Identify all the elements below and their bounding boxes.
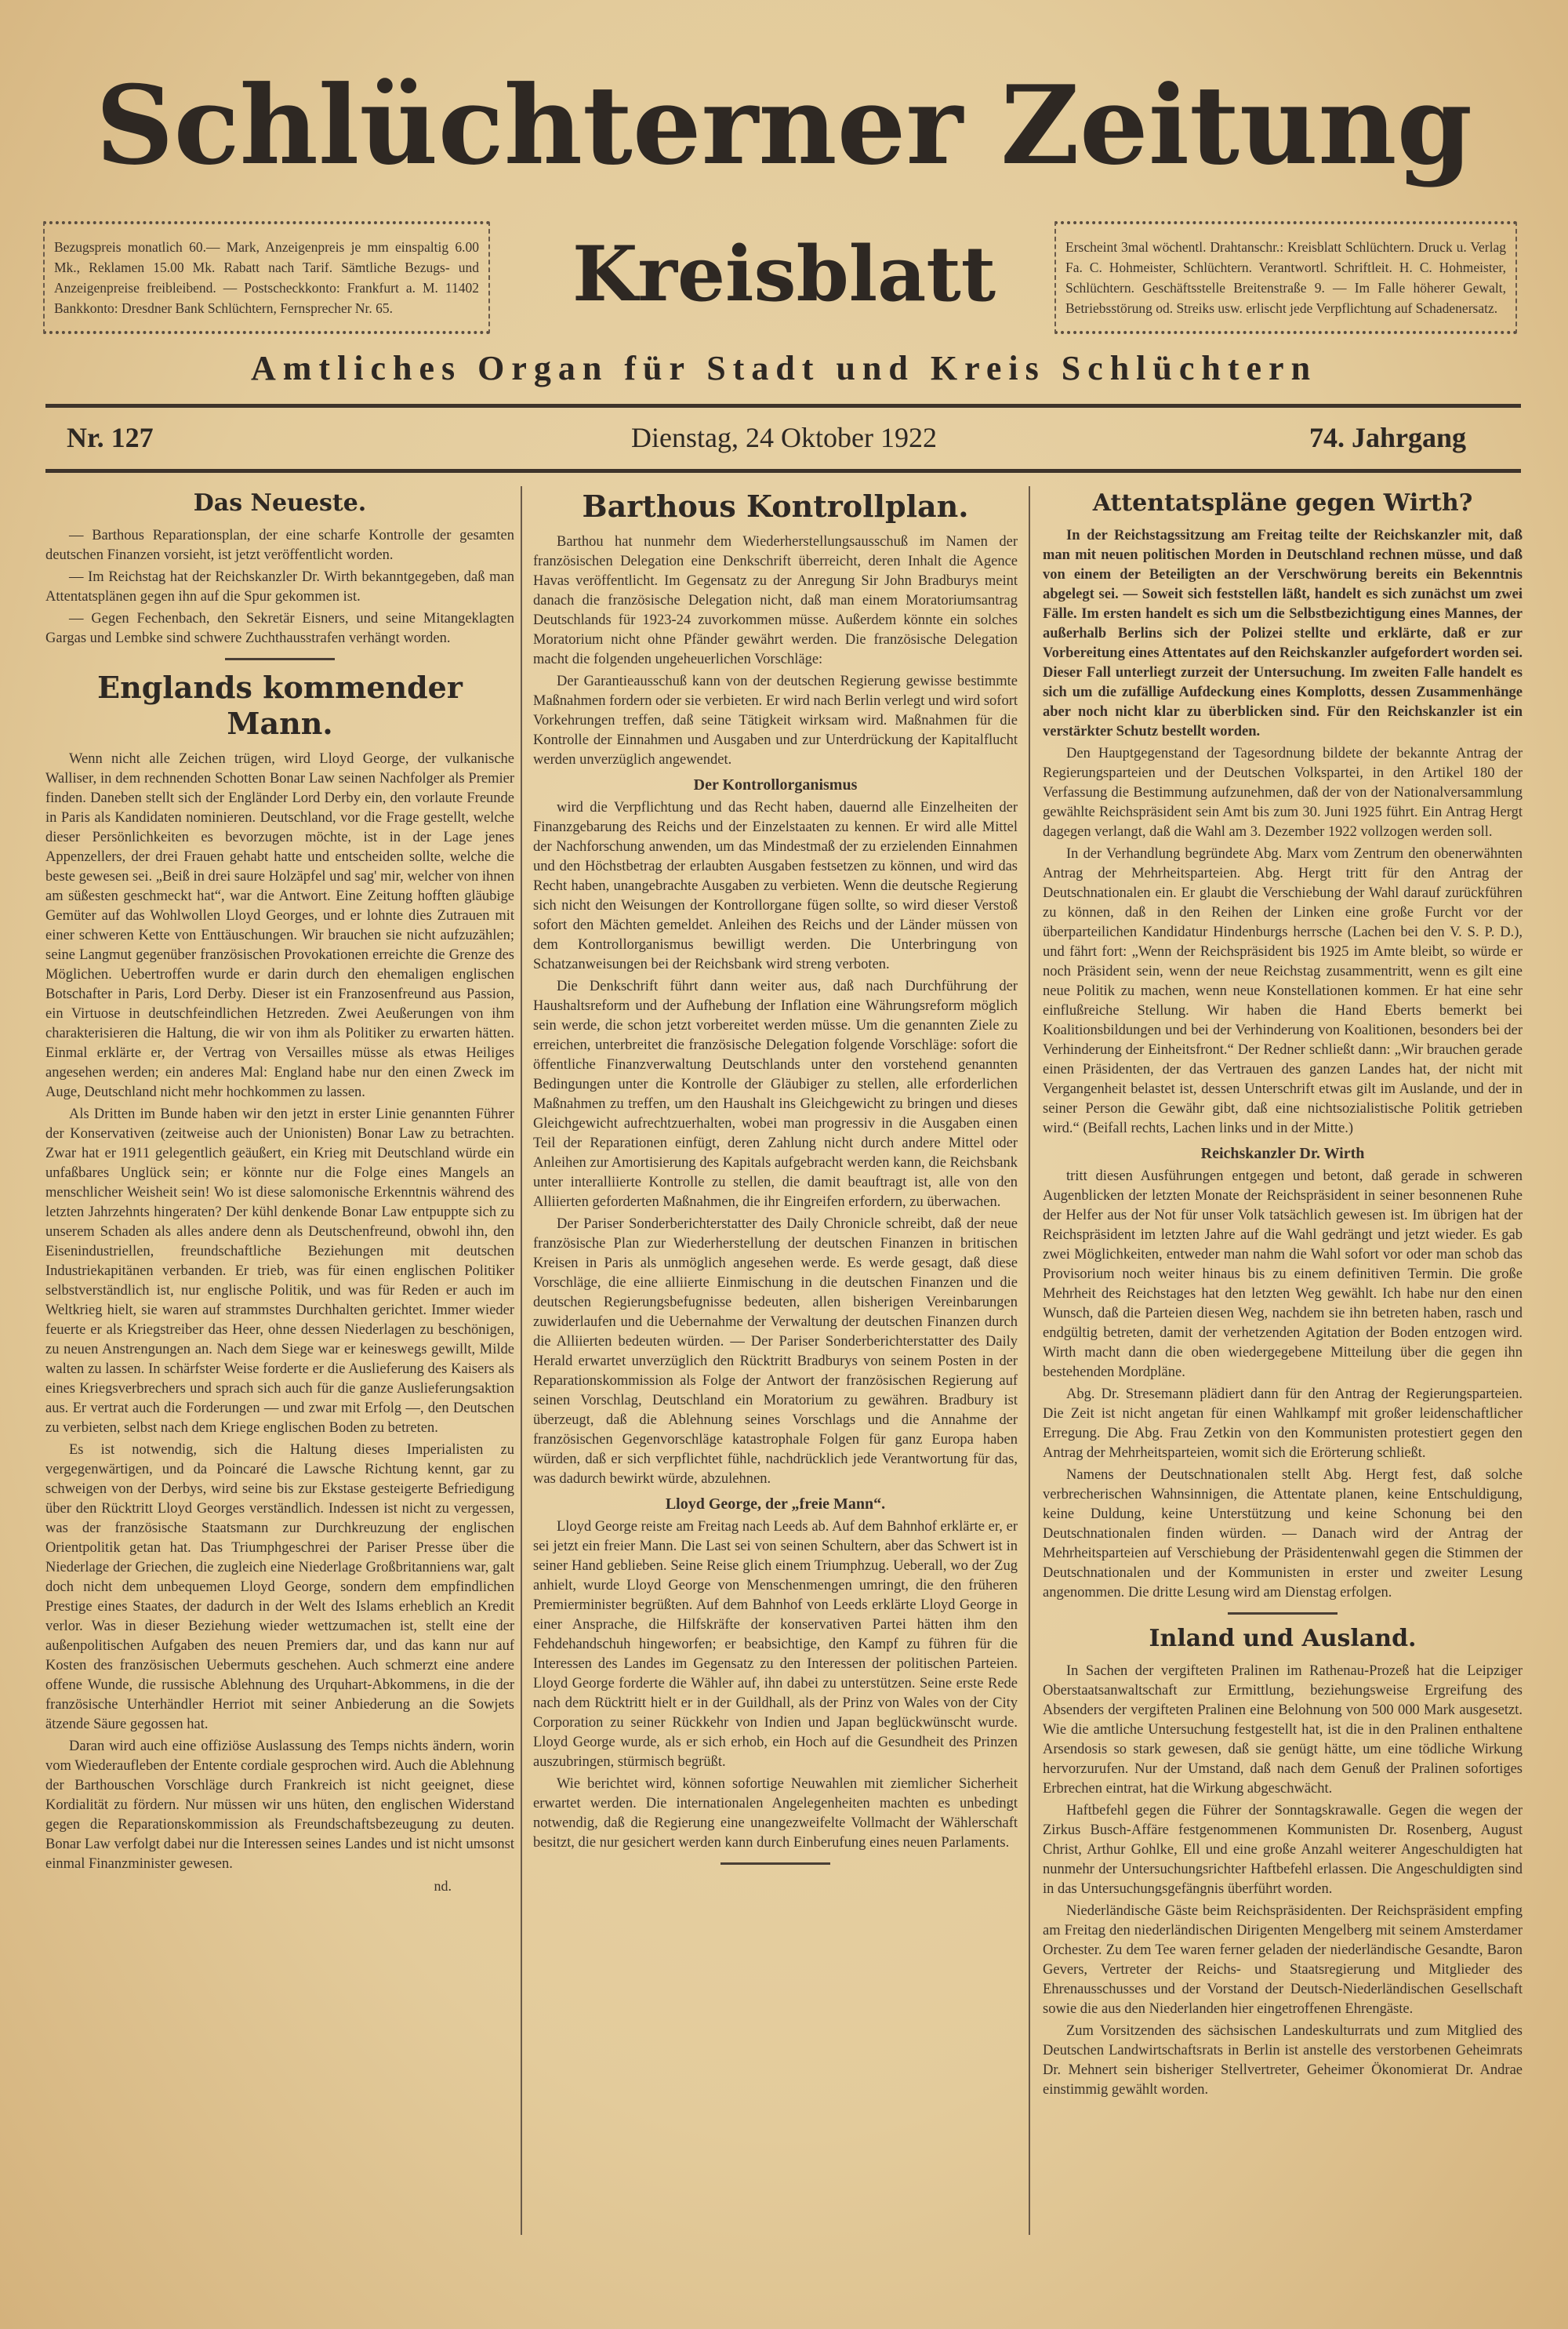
article-paragraph: — Im Reichstag hat der Reichskanzler Dr. Wirth bekanntgegeben, daß man Attentatsplänen gegen ihn auf die Spur gekommen ist.	[45, 569, 514, 605]
article-paragraph: wird die Verpflichtung und das Recht haben, dauernd alle Einzelheiten der Finanzgebarung des Reichs und der Einzelstaaten zu kennen. Er wird alle Mittel der Nachforschung anwenden, um das Mindestmaß der zu erzielenden Einnahmen und den Höchstbetrag der erlaubten Ausgaben festsetzen zu können, und wird das Recht haben, unangebrachte Ausgaben zu verbieten. Wenn die deutsche Regierung sich nicht den Weisungen der Kontrollorgane fügen sollte, so wird dieser Verstoß sofort den Mächten gemeldet. Anleihen des Reichs und der Länder müssen von dem Kontrollorganismus bewilligt werden. Die Unterbringung von Schatzanweisungen bei der Reichsbank wird streng verboten.	[533, 800, 1018, 972]
article-separator	[1228, 1612, 1338, 1615]
article-paragraph: Wenn nicht alle Zeichen trügen, wird Lloyd George, der vulkanische Walliser, in dem rechnenden Schotten Bonar Law seinen Nachfolger als Premier finden. Daneben stellt sich der Engländer Lord Derby ein, den vorlaute Freunde in Paris als Kandidaten nominieren. Deutschland, vor die Frage gestellt, welche dieser Persönlichkeiten es bevorzugen möchte, ist in der Lage jenes Appenzellers, der drei Frauen gehabt hatte und entscheiden sollte, welche die beste gewesen sei. „Beiß in drei saure Holzäpfel und sag' mir, welcher von ihnen am süßesten geschmeckt hat“, war die Antwort. Eine Zeitung hofften gläubige Gemüter auf das Wohlwollen Lloyd Georges, und er lohnte dies Zutrauen mit einer schweren Kette von Enttäuschungen. Wir brauchen sie nicht aufzuzählen; seine Langmut gegenüber französischen Provokationen erreichte die Grenze des Möglichen. Uebertroffen wurde er darin durch den ehemaligen englischen Botschafter in Paris, Lord Derby. Dieser ist ein Franzosenfreund aus Passion, ein Virtuose in deutschfeindlichen Hetzreden. Zwei Aeußerungen von ihm charakterisieren die Haltung, die wir von ihm als Politiker zu erwarten hätten. Einmal erklärte er, der Vertrag von Versailles müsse als etwas Heiliges angesehen werden; ein anderes Mal: England habe nur den einen Zweck im Auge, Deutschland nicht mehr hochkommen zu lassen.	[45, 751, 514, 1100]
column-divider	[521, 486, 522, 2235]
publisher-info-box: Erscheint 3mal wöchentl. Drahtanschr.: Kreisblatt Schlüchtern. Druck u. Verlag Fa. C. Hohmeister, Schlüchtern. Verantwortl. Schriftleit. H. C. Hohmeister, Schlüchtern. Geschäftsstelle Breitenstraße 9. — Im Falle höherer Gewalt, Betriebsstörung od. Streiks usw. erlischt jede Verpflichtung auf Schadenersatz.	[1054, 221, 1517, 334]
article-subheading: Reichskanzler Dr. Wirth	[1200, 1145, 1365, 1162]
article-paragraph: In der Reichstagssitzung am Freitag teilte der Reichskanzler mit, daß man mit neuen politischen Morden in Deutschland rechnen müsse, und daß von einem der Beteiligten an der Verschwörung bereits ein Bekenntnis abgelegt sei. — Soweit sich feststellen läßt, handelt es sich zunächst um zwei Fälle. Im ersten handelt es sich um die Selbstbezichtigung eines Mannes, der außerhalb Berlins sich der Polizei stellte und erklärte, daß er zur Vorbereitung eines Attentates auf den Reichskanzler aufgefordert worden sei. Dieser Fall unterliegt zurzeit der Untersuchung. Im zweiten Falle handelt es sich um die zufällige Aufdeckung eines Komplotts, dessen Zusammenhänge aber noch nicht klar zu überblicken sind. Für den Reichskanzler ist ein verstärkter Schutz bestellt worden.	[1043, 528, 1523, 739]
divider-rule	[45, 469, 1521, 473]
article-headline: Das Neueste.	[193, 489, 367, 517]
column-left	[45, 482, 514, 1896]
column-middle	[533, 482, 1018, 1874]
article-paragraph: Wie berichtet wird, können sofortige Neuwahlen mit ziemlicher Sicherheit erwartet werden. Die internationalen Angelegenheiten machten es unbedingt notwendig, daß die Regierung eine unangezweifelte Vollmacht der Wählerschaft besitzt, die nur gesichert werden kann durch Einberufung eines neuen Parlaments.	[533, 1776, 1018, 1851]
article-headline: Barthous Kontrollplan.	[582, 489, 969, 524]
article-paragraph: Zum Vorsitzenden des sächsischen Landeskulturrats und zum Mitglied des Deutschen Landwirtschaftsrats in Berlin ist anstelle des verstorbenen Geheimrats Dr. Mehnert sein bisheriger Stellvertreter, Geheimer Ökonomierat Dr. Andrae einstimmig gewählt worden.	[1043, 2023, 1523, 2098]
article-subheading: Lloyd George, der „freie Mann“.	[665, 1495, 886, 1513]
article-paragraph: Barthou hat nunmehr dem Wiederherstellungsausschuß im Namen der französischen Delegation eine Denkschrift überreicht, deren Inhalt die Agence Havas veröffentlicht. Im Gegensatz zu der Anregung Sir John Bradburys meint danach die französische Delegation nicht, daß man einem Moratoriumsantrag Deutschlands für 1923-24 zuvorkommen müsse. Außerdem könnte ein solches Moratorium nicht ohne Pfänder gewährt werden. Die französische Delegation macht die folgenden ungeheuerlichen Vorschläge:	[533, 534, 1018, 667]
article-paragraph: Haftbefehl gegen die Führer der Sonntagskrawalle. Gegen die wegen der Zirkus Busch-Affäre festgenommenen Kommunisten Dr. Rosenberg, August Christ, Arthur Gohlke, Ell und eine große Anzahl weiterer Angeschuldigten hat nunmehr der Untersuchungsrichter Haftbefehl erlassen. Die Angeschuldigten sind in das Untersuchungsgefängnis überführt worden.	[1043, 1803, 1523, 1897]
article-paragraph: Namens der Deutschnationalen stellt Abg. Hergt fest, daß solche verbrecherischen Wahnsinnigen, die Attentate planen, keine Entschuldigung, keine Duldung, keine Unterstützung und keine Schonung bei den Deutschnationalen finden würden. — Danach wird der Antrag der Mehrheitsparteien auf Verschiebung der Präsidentenwahl gegen die Stimmen der Deutschnationalen und der Kommunisten in erster und zweiter Lesung angenommen. Die dritte Lesung wird am Dienstag erfolgen.	[1043, 1467, 1523, 1601]
article-paragraph: Lloyd George reiste am Freitag nach Leeds ab. Auf dem Bahnhof erklärte er, er sei jetzt ein freier Mann. Die Last sei von seinen Schultern, aber das Schwert ist in seiner Hand geblieben. Seine Reise glich einem Triumphzug. Ueberall, wo der Zug anhielt, wurde Lloyd George von Menschenmengen umringt, die den früheren Premierminister begrüßten. Auf dem Bahnhof von Leeds erklärte Lloyd George in einer Ansprache, die Hilfskräfte der konservativen Partei hätten ihm den Fehdehandschuh hingeworfen; er beabsichtige, den Kampf zu führen für die Interessen des Landes im Gegensatz zu den Interessen der politischen Parteien. Lloyd George forderte die Wähler auf, ihn dabei zu unterstützen. Seine erste Rede nach dem Rücktritt hielt er in der Guildhall, als der Prinz von Wales von der City Corporation zu seiner Rückkehr von Indien und Japan beglückwünscht wurde. Lloyd George wurde, als er sich erhob, ein Hoch auf die Gesundheit des Prinzen auszubringen, stürmisch begrüßt.	[533, 1519, 1018, 1770]
subscription-info-box: Bezugspreis monatlich 60.— Mark, Anzeigenpreis je mm einspaltig 6.00 Mk., Reklamen 15.00 Mk. Rabatt nach Tarif. Sämtliche Bezugs- und Anzeigenpreise freibleibend. — Postscheckkonto: Frankfurt a. M. 11402 Bankkonto: Dresdner Bank Schlüchtern, Fernsprecher Nr. 65.	[43, 221, 490, 334]
divider-rule	[45, 404, 1521, 408]
article-paragraph: Der Pariser Sonderberichterstatter des Daily Chronicle schreibt, daß der neue französische Plan zur Wiederherstellung der deutschen Finanzen in britischen Kreisen in Paris als unmöglich angesehen werde. Es werde gesagt, daß diese Vorschläge, die eine alliierte Einmischung in die deutschen Finanzen und die deutschen Regierungsbefugnisse bedeuten, allen bisherigen Vereinbarungen zuwiderlaufen und die Uebernahme der Verwaltung der deutschen Finanzen durch die Alliierten bedeuten würden. — Der Pariser Sonderberichterstatter des Daily Herald erwartet unverzüglich den Rücktritt Bradburys von seinem Posten in der Reparationskommission als Folge der Antwort der französischen Regierung auf seinen Vorschlag, Deutschland ein Moratorium zu gewähren. Bradbury ist überzeugt, daß die Ablehnung seines Vorschlags und die Annahme der französischen Gegenvorschläge katastrophale Folgen für ganz Europa haben würden, daß er sich verpflichtet fühle, nachdrücklich jede Verantwortung für das, was dadurch bewirkt würde, abzulehnen.	[533, 1216, 1018, 1487]
article-paragraph: — Barthous Reparationsplan, der eine scharfe Kontrolle der gesamten deutschen Finanzen vorsieht, ist jetzt veröffentlicht worden.	[45, 528, 514, 563]
issue-date: Dienstag, 24 Oktober 1922	[631, 422, 937, 453]
article-paragraph: Den Hauptgegenstand der Tagesordnung bildete der bekannte Antrag der Regierungsparteien und der Deutschen Volkspartei, in den Artikel 180 der Verfassung die Bestimmung aufzunehmen, daß der von der Nationalversammlung gewählte Reichspräsident sein Amt bis zum 30. Juni 1925 führt. Ein Antrag Hergt dagegen verlangt, daß die Wahl am 3. Dezember 1922 vollzogen werden soll.	[1043, 746, 1523, 840]
article-paragraph: Der Garantieausschuß kann von der deutschen Regierung gewisse bestimmte Maßnahmen fordern oder sie verbieten. Er wird nach Berlin verlegt und wird sofort Vorkehrungen treffen, daß seine Tätigkeit wirksam wird. Maßnahmen für die Kontrolle der Einnahmen und Ausgaben und zur Unterdrückung der Kapitalflucht werden unverzüglich angewendet.	[533, 674, 1018, 768]
issue-number: Nr. 127	[67, 422, 154, 453]
article-paragraph: In Sachen der vergifteten Pralinen im Rathenau-Prozeß hat die Leipziger Oberstaatsanwaltschaft zur Ermittlung, beziehungsweise Ergreifung des Absenders der vergifteten Pralinen eine Belohnung von 500 000 Mark ausgesetzt. Wie die amtliche Untersuchung festgestellt hat, ist die in den Pralinen enthaltene Arsendosis so stark gewesen, daß sie genügt hätte, um eine tödliche Wirkung hervorzurufen. Nur der Umstand, daß nach dem Genuß der Pralinen sofortiges Erbrechen eintrat, hat die Wirkung abgeschwächt.	[1043, 1663, 1523, 1797]
article-paragraph: Niederländische Gäste beim Reichspräsidenten. Der Reichspräsident empfing am Freitag den niederländischen Dirigenten Mengelberg mit seinem Amsterdamer Orchester. Zu dem Tee waren ferner geladen der niederländische Gesandte, Baron Gevers, Vertreter der Reichs- und Staatsregierung und Mitglieder des Ehrenausschusses und der Vorstand der Deutsch-Niederländischen Gesellschaft sowie die aus den Niederlanden hier eingetroffenen Ehrengäste.	[1043, 1903, 1523, 2017]
article-paragraph: Die Denkschrift führt dann weiter aus, daß nach Durchführung der Haushaltsreform und der Aufhebung der Inflation eine Währungsreform möglich sein werde, die schon jetzt vorbereitet werden müsse. Um die genannten Ziele zu erreichen, unterbreitet die französische Delegation folgende Vorschläge: sofort die öffentliche Finanzverwaltung Deutschlands unter den vorstehend genannten Bedingungen unter die Kontrolle der Gläubiger zu stellen, alle erforderlichen Maßnahmen zu treffen, um den Haushalt ins Gleichgewicht zu bringen und dieses Gleichgewicht aufrechtzuerhalten, wobei man progressiv in die Ausgaben einen Teil der Reparationen einfügt, deren Zahlung nicht durch andere Mittel oder Anleihen zur Amortisierung des Kapitals aufgebracht werden kann, die Reichsbank unter interalliierte Kontrolle zu stellen, die damit beauftragt ist, alle von den Alliierten geforderten Maßnahmen, die ihr Eingreifen erfordern, zu überwachen.	[533, 979, 1018, 1210]
author-signature: nd.	[434, 1878, 452, 1894]
newspaper-title: Schlüchterner Zeitung	[95, 61, 1473, 189]
article-headline: Inland und Ausland.	[1149, 1625, 1417, 1652]
article-paragraph: Abg. Dr. Stresemann plädiert dann für den Antrag der Regierungsparteien. Die Zeit ist nicht angetan für einen Wahlkampf mit großer leidenschaftlicher Erregung. Die Abg. Frau Zetkin von den Kommunisten protestiert gegen den Antrag der Mehrheitsparteien, womit sich die Erörterung schließt.	[1043, 1386, 1523, 1461]
article-paragraph: Als Dritten im Bunde haben wir den jetzt in erster Linie genannten Führer der Konservativen (zeitweise auch der Unionisten) Bonar Law zu betrachten. Zwar hat er 1911 gelegentlich geäußert, ein Krieg mit Deutschland würde ein unfaßbares Unglück sein; er könnte nur die Folge eines Mangels an menschlicher Weisheit sein! Wo ist diese salomonische Erkenntnis während des letzten Jahrzehnts hingeraten? Der kühl denkende Bonar Law entpuppte sich zu unserem Schaden als alles andere denn als Deutschenfreund, obwohl ihn, den Eisenindustriellen, freundschaftliche Beziehungen mit deutschen Industriekapitänen verbanden. Er trieb, was für einen englischen Politiker selbstverständlich ist, nur englische Politik, und was für Reden er auch im Weltkrieg hielt, sie waren auf strammstes Durchhalten gerichtet. Immer wieder feuerte er als Kriegstreiber das Heer, ohne dessen Niederlagen zu beschönigen, zu neuen Anstrengungen an. Nach dem Siege war er keineswegs gewillt, Milde walten zu lassen. In schärfster Weise forderte er die Auslieferung des Kaisers als eines Kriegsverbrechers und sprach sich auch für die ganze Auslieferungsaktion aus. Er vertrat auch die Forderungen — und zwar mit Erfolg —, den Deutschen zu verbieten, selbst nach dem Kriege englischen Boden zu betreten.	[45, 1106, 514, 1436]
article-headline: Englands kommender Mann.	[97, 670, 463, 741]
article-paragraph: In der Verhandlung begründete Abg. Marx vom Zentrum den obenerwähnten Antrag der Mehrheitsparteien. Abg. Hergt tritt für den Antrag der Deutschnationalen ein. Er glaubt die Verschiebung der Wahl darauf zurückführen zu können, daß in den Reihen der Linken eine große Furcht vor der überparteilichen Kandidatur Hindenburgs herrsche (Lachen bei den V. S. P. D.), und fährt fort: „Wenn der Reichspräsident bis 1925 im Amte bleibt, so würde er noch Präsident sein, wenn der neue Reichstag zusammentritt, wenn es gilt eine neue Politik zu machen, wenn neue Konstellationen kommen. Er hat eine sehr einflußreiche Stellung. Wir haben die Hand Eberts bemerkt bei Koalitionsbildungen und bei der Verhinderung von Koalitionen, besonders bei der Verhinderung der Einheitsfront.“ Der Redner schließt dann: „Wir brauchen gerade einen Präsidenten, der das Vertrauen des ganzen Landes hat, der nicht mit Vergangenheit belastet ist, dessen Unterschrift etwas gilt im Auslande, und der in seiner Person die Gewähr gibt, daß eine nichtsozialistische Politik getrieben wird.“ (Beifall rechts, Lachen links und in der Mitte.)	[1043, 846, 1523, 1136]
article-separator	[720, 1862, 830, 1865]
newspaper-subtitle: Kreisblatt	[572, 230, 996, 318]
article-paragraph: tritt diesen Ausführungen entgegen und betont, daß gerade in schweren Augenblicken der letzten Monate der Reichspräsident in seiner besonnenen Ruhe der Helfer aus der Not für unser Volk tatsächlich gewesen ist. Im übrigen hat der Reichspräsident im letzten Jahre auf die Wahl gedrängt und jetzt wieder. Es gab zwei Möglichkeiten, entweder man nahm die Wahl sofort vor oder man schob das Provisorium noch weiter hinaus bis zu einem definitiven Termin. Die große Mehrheit des Reichstages hat den letzten Weg gewählt. Ich habe nur den einen Wunsch, daß die Parteien diesen Weg, nachdem sie ihn betreten haben, rasch und endgültig betreten, damit der verhetzenden Agitation der Boden entzogen wird. Wirth macht dann die oben wiedergegebene Mitteilung über die gegen ihn bestehenden Mordpläne.	[1043, 1168, 1523, 1380]
official-organ-line: Amtliches Organ für Stadt und Kreis Schlüchtern	[250, 349, 1318, 387]
column-right	[1043, 482, 1523, 2102]
article-separator	[225, 658, 335, 660]
article-paragraph: Es ist notwendig, sich die Haltung dieses Imperialisten zu vergegenwärtigen, und da Poincaré die Lawsche Richtung kennt, gar zu schweigen von der Derbys, wird seine bis zur Ekstase gesteigerte Befriedigung über den Rücktritt Lloyd Georges verständlich. Indessen ist nicht zu vergessen, was der französische Staatsmann zur Durchkreuzung der englischen Orientpolitik getan hat. Das Triumphgeschrei der Pariser Presse über die Niederlage der Griechen, die zugleich eine Niederlage Großbritanniens war, galt doch nicht dem unbequemen Lloyd George, sondern dem empfindlichen Prestige eines Staates, der dadurch in der Welt des Islams erheblich an Kredit verlor. Was in dieser Beziehung wieder wettzumachen ist, stellt eine der außenpolitischen Aufgaben des neuen Premiers dar, und das kann nur auf Kosten des französischen Uebermuts geschehen. Auch schmerzt eine andere offene Wunde, die russische Ablehnung des Urquhart-Abkommens, in die der französische Unterhändler Herriot mit seiner Anbiederung an die Sowjets ätzende Säure gegossen hat.	[45, 1442, 514, 1732]
article-paragraph: Daran wird auch eine offiziöse Auslassung des Temps nichts ändern, worin vom Wiederaufleben der Entente cordiale gesprochen wird. Auch die Ablehnung der Barthouschen Vorschläge durch Frankreich ist nicht geeignet, diese Kordialität zu fördern. Nur müssen wir uns hüten, den englischen Widerstand gegen die Reparationskommission als Freundschaftsbezeugung zu deuten. Bonar Law verfolgt dabei nur die Interessen seines Landes und ist nicht umsonst einmal Finanzminister gewesen.	[45, 1739, 514, 1872]
column-divider	[1029, 486, 1030, 2235]
article-subheading: Der Kontrollorganismus	[693, 776, 858, 794]
article-paragraph: — Gegen Fechenbach, den Sekretär Eisners, und seine Mitangeklagten Gargas und Lembke sind schwere Zuchthausstrafen verhängt worden.	[45, 611, 514, 646]
article-headline: Attentatspläne gegen Wirth?	[1092, 489, 1473, 517]
volume-year: 74. Jahrgang	[1308, 422, 1466, 453]
